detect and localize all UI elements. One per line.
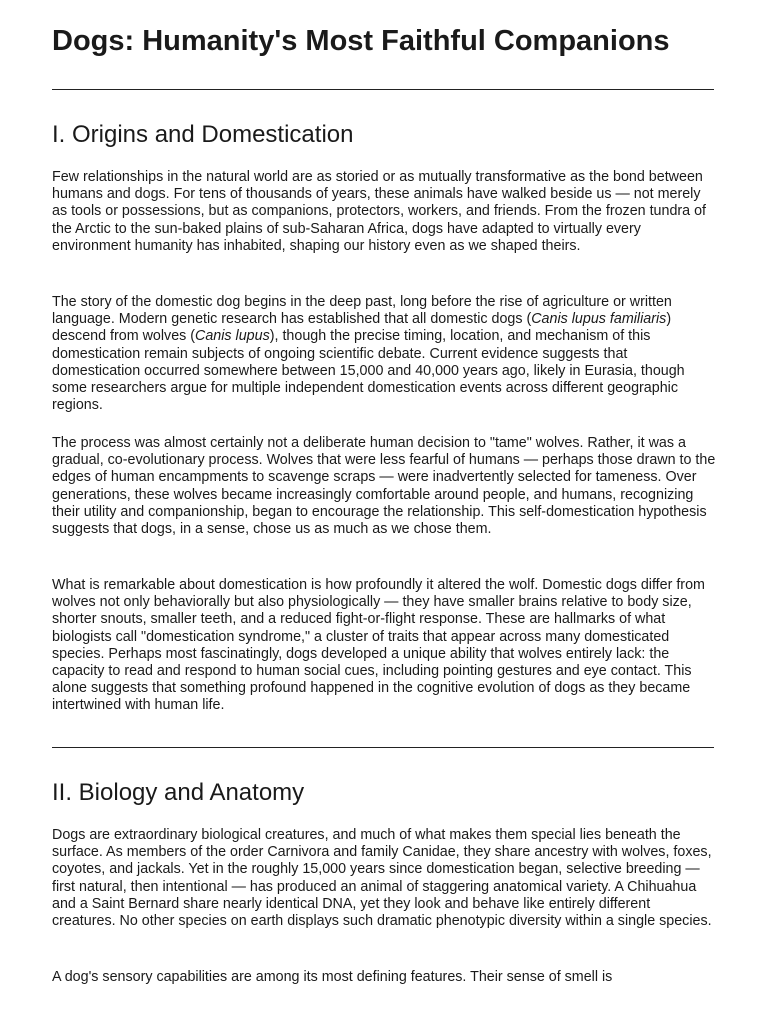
section-heading-origins: I. Origins and Domestication (52, 121, 354, 148)
paragraph: Few relationships in the natural world are as storied or as mutually transformative as the bond between humans and dogs. For tens of thousands of years, these animals have walked beside us — not merely as tools or possessions, but as companions, protectors, workers, and friends. From the frozen tundra of the Arctic to the sun-baked plains of sub-Saharan Africa, dogs have adapted to virtually every environment humanity has inhabited, shaping our history even as we shaped theirs. (52, 169, 706, 254)
text-run: ) descend from wolves ( (52, 311, 672, 345)
paragraph: A dog's sensory capabilities are among its most defining features. Their sense of smell is (52, 969, 613, 985)
text-run: ), though the precise timing, location, and mechanism of this domestication remain subjects of ongoing scientific debate. Current evidence suggests that domestication occurred somewhere between 15,000 and 40,000 years ago, likely in Eurasia, though some researchers argue for multiple independent domestication events across different geographic regions. (52, 328, 685, 414)
section-heading-biology: II. Biology and Anatomy (52, 779, 305, 806)
text-run: The story of the domestic dog begins in the deep past, long before the rise of agriculture or written language. Modern genetic research has established that all domestic dogs ( (52, 294, 672, 328)
paragraph (52, 294, 716, 414)
document-title: Dogs: Humanity's Most Faithful Companions (52, 25, 670, 57)
paragraph: Dogs are extraordinary biological creatures, and much of what makes them special lies beneath the surface. As members of the order Carnivora and family Canidae, they share ancestry with wolves, foxes, coyotes, and jackals. Yet in the roughly 15,000 years since domestication began, selective breeding — first natural, then intentional — has produced an animal of staggering anatomical variety. A Chihuahua and a Saint Bernard share nearly identical DNA, yet they look and behave like entirely different creatures. No other species on earth displays such dramatic phenotypic diversity within a single species. (52, 827, 712, 930)
paragraph: The process was almost certainly not a deliberate human decision to "tame" wolves. Rather, it was a gradual, co-evolutionary process. Wolves that were less fearful of humans — perhaps those drawn to the edges of human encampments to scavenge scraps — were inadvertently selected for tameness. Over generations, these wolves became increasingly comfortable around people, and humans, recognizing their utility and companionship, began to encourage the relationship. This self-domestication hypothesis suggests that dogs, in a sense, chose us as much as we chose them. (52, 435, 716, 538)
scientific-name: Canis lupus (195, 328, 270, 345)
section-divider (52, 747, 714, 748)
scientific-name: Canis lupus familiaris (531, 311, 667, 328)
title-divider (52, 89, 714, 90)
paragraph: What is remarkable about domestication is how profoundly it altered the wolf. Domestic dogs differ from wolves not only behaviorally but also physiologically — they have smaller brains relative to body size, shorter snouts, smaller teeth, and a reduced fight-or-flight response. These are hallmarks of what biologists call "domestication syndrome," a cluster of traits that appear across many domesticated species. Perhaps most fascinatingly, dogs developed a unique ability that wolves entirely lack: the capacity to read and respond to human social cues, including pointing gestures and eye contact. This alone suggests that something profound happened in the cognitive evolution of dogs as they became intertwined with human life. (52, 577, 705, 714)
